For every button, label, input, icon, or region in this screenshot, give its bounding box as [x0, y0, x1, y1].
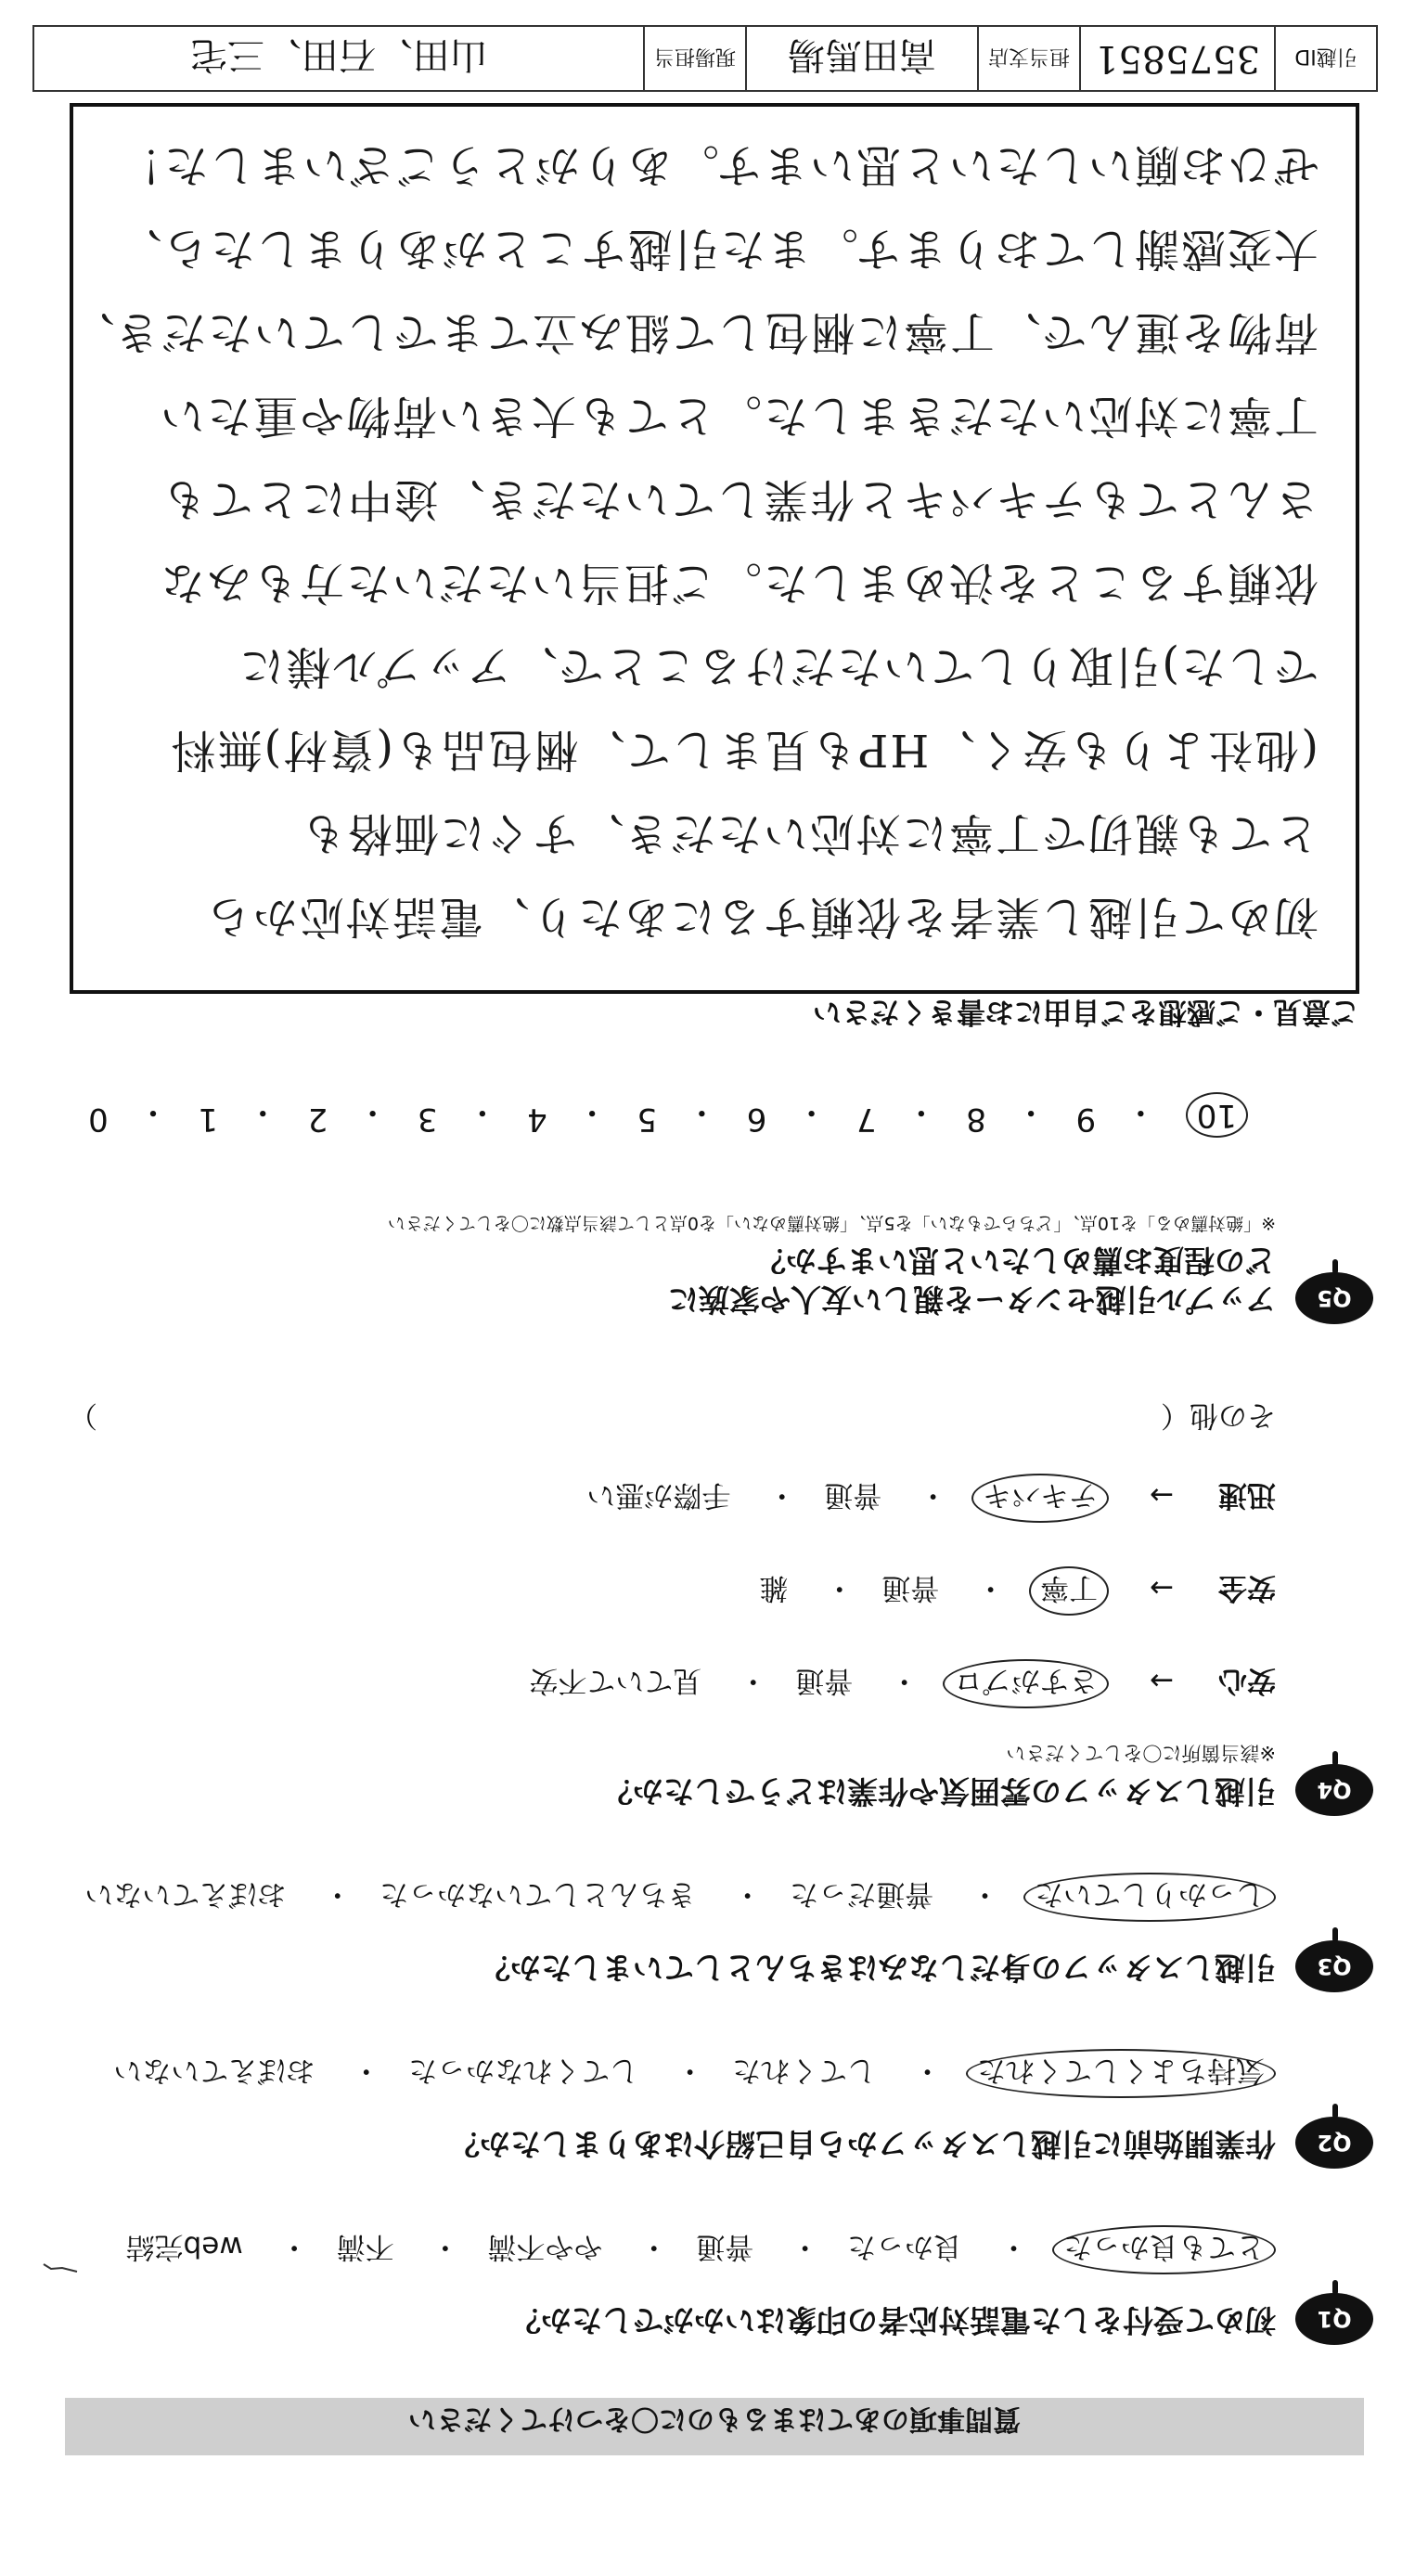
q4-jinsoku-normal[interactable]: 普通	[824, 1478, 882, 1512]
q2-option-did[interactable]: してくれた	[732, 2054, 877, 2087]
q3-option-normal[interactable]: 普通だった	[790, 1877, 934, 1911]
q5-scale: 10 ・ 9 ・ 8 ・ 7 ・ 6 ・ 5 ・ 4 ・ 3 ・ 2 ・ 1 ・ 0	[88, 1092, 1248, 1138]
comment-line: とても親切で丁寧に対応いただき、すぐに価格も	[299, 807, 1319, 859]
q4-anzen-normal[interactable]: 普通	[881, 1571, 940, 1604]
id-value: 3575851	[1079, 27, 1274, 90]
branch-label: 担当支店	[977, 27, 1079, 90]
comment-line: 荷物を運んで、丁寧に梱包して組み立てまでしていただき、	[68, 306, 1319, 358]
score-9[interactable]: 9	[1075, 1101, 1097, 1138]
q4-row-label: 迅速	[1218, 1478, 1276, 1512]
q1-option-very-good[interactable]: とても良かった	[1052, 2225, 1276, 2274]
q1-text: 初めて受付をした電話対応者の印象はいかがでしたか？	[510, 2302, 1276, 2338]
q4-other-label: その他（	[1161, 1398, 1276, 1432]
q2-text: 作業開始前に引越しスタッフから自己紹介はありましたか？	[449, 2126, 1276, 2162]
q1-option-web-complete[interactable]: web完結	[125, 2230, 243, 2263]
q4-text: 引越しスタッフの雰囲気や作業はどうでしたか？	[602, 1773, 1276, 1810]
score-3[interactable]: 3	[417, 1101, 438, 1138]
q3-option-dont-remember[interactable]: おぼえていない	[84, 1877, 287, 1911]
q2-option-pleasant[interactable]: 気持ちよくしてくれた	[966, 2049, 1276, 2098]
q4-jinsoku-quick[interactable]: テキパキ	[971, 1474, 1109, 1523]
q4-badge: Q4	[1295, 1764, 1373, 1816]
q4-note: ※該当箇所に〇をしてください	[1006, 1742, 1276, 1764]
q2-badge: Q2	[1295, 2117, 1373, 2169]
q3-text: 引越しスタッフの身だしなみはきちんとしていましたか？	[480, 1950, 1276, 1986]
arrow-icon: →	[1150, 1478, 1174, 1512]
staff-label: 現場担当	[643, 27, 745, 90]
question-4	[70, 1740, 1352, 1810]
comment-line: 丁寧に対応いただきました。とても大きい荷物や重たい	[158, 390, 1319, 442]
q5-text-line2: どの程度お薦めしたいと思いますか？	[755, 1243, 1276, 1279]
q3-option-not-neat[interactable]: きちんとしていなかった	[379, 1877, 697, 1911]
q1-option-somewhat-dissatisfied[interactable]: やや不満	[487, 2230, 603, 2263]
q2-option-dont-remember[interactable]: おぼえていない	[113, 2054, 315, 2087]
score-6[interactable]: 6	[746, 1101, 767, 1138]
q4-row-anzen: 安全→ 丁寧・ 普通・ 雑	[755, 1566, 1276, 1616]
question-3	[70, 1948, 1352, 1987]
staff-info-table	[32, 25, 1378, 92]
comment-line: でした)引取りしていただけることで、アップル様に	[238, 640, 1319, 692]
score-2[interactable]: 2	[307, 1101, 328, 1138]
score-4[interactable]: 4	[527, 1101, 547, 1138]
q4-anshin-uneasy[interactable]: 見ていて不安	[529, 1664, 702, 1697]
score-1[interactable]: 1	[198, 1101, 218, 1138]
q4-row-label: 安全	[1218, 1571, 1276, 1604]
q5-note: ※「絶対薦める」を10点、「どちらでもない」を5点、「絶対薦めない」を0点として該当点数に〇をしてください	[387, 1213, 1276, 1233]
arrow-icon: →	[1150, 1664, 1174, 1697]
score-5[interactable]: 5	[637, 1101, 658, 1138]
question-5	[70, 1212, 1352, 1319]
comment-title: ご意見・ご感想をご自由にお書きください	[813, 995, 1359, 1028]
q2-option-did-not[interactable]: してくれなかった	[408, 2054, 639, 2087]
pen-stray-mark	[42, 2261, 79, 2274]
q4-anzen-rough[interactable]: 雑	[759, 1571, 789, 1604]
comment-line: (他社よりも安く、HPも見まして、梱包品も(資材)無料	[169, 724, 1319, 776]
comment-line: 大変感謝しております。また引越すことがありましたら、	[115, 223, 1319, 275]
score-0[interactable]: 0	[88, 1101, 109, 1138]
q3-badge: Q3	[1295, 1940, 1373, 1992]
q4-anshin-pro[interactable]: さすがプロ	[943, 1659, 1109, 1708]
staff-value: 山田、石田、三宅	[190, 33, 487, 77]
q1-option-dissatisfied[interactable]: 不満	[336, 2230, 394, 2263]
q5-badge: Q5	[1295, 1272, 1373, 1324]
q3-options: しっかりしていた・ 普通だった・ きちんとしていなかった・ おぼえていない	[81, 1873, 1276, 1922]
q2-options: 気持ちよくしてくれた・ してくれた・ してくれなかった・ おぼえていない	[109, 2049, 1276, 2098]
comment-box[interactable]	[70, 103, 1359, 994]
q4-row-anshin: 安心→ さすがプロ・ 普通・ 見ていて不安	[525, 1659, 1276, 1708]
q4-other-close: ）	[69, 1398, 97, 1432]
comment-line: 初めて引越し業者を依頼するにあたり、電話対応から	[204, 891, 1319, 943]
q3-option-neat[interactable]: しっかりしていた	[1023, 1873, 1276, 1922]
arrow-icon: →	[1150, 1571, 1174, 1604]
q1-option-normal[interactable]: 普通	[696, 2230, 754, 2263]
id-label: 引越ID	[1274, 27, 1376, 90]
branch-value: 高田馬場	[745, 27, 977, 90]
score-7[interactable]: 7	[855, 1101, 877, 1138]
q4-jinsoku-slow[interactable]: 手際が悪い	[586, 1478, 731, 1512]
instruction-banner	[65, 2398, 1364, 2455]
score-10[interactable]: 10	[1186, 1092, 1248, 1138]
question-2	[70, 2124, 1352, 2163]
comment-line: ぜひお願いしたいと思います。ありがとうございました！	[115, 139, 1319, 191]
q1-options: とても良かった・ 良かった・ 普通・ やや不満・ 不満・ web完結	[122, 2225, 1276, 2274]
instruction-text: 質問事項のあてはまるものに〇をつけてください	[408, 2402, 1021, 2435]
comment-line: さんとてもテキパキと作業していただき、途中にとても	[160, 473, 1319, 525]
q1-option-good[interactable]: 良かった	[847, 2230, 963, 2263]
q4-anzen-careful[interactable]: 丁寧	[1029, 1566, 1109, 1616]
q4-other	[70, 1397, 1276, 1439]
question-1	[70, 2300, 1352, 2339]
q4-row-label: 安心	[1218, 1664, 1276, 1697]
q5-text-line1: アップル引越センターを親しい友人や家族に	[667, 1282, 1276, 1318]
q4-row-jinsoku: 迅速→ テキパキ・ 普通・ 手際が悪い	[583, 1474, 1276, 1523]
comment-line: 依頼することを決めました。ご担当いただいた方もみな	[158, 557, 1319, 609]
score-8[interactable]: 8	[966, 1101, 986, 1138]
q1-badge: Q1	[1295, 2293, 1373, 2345]
q4-anshin-normal[interactable]: 普通	[795, 1664, 854, 1697]
